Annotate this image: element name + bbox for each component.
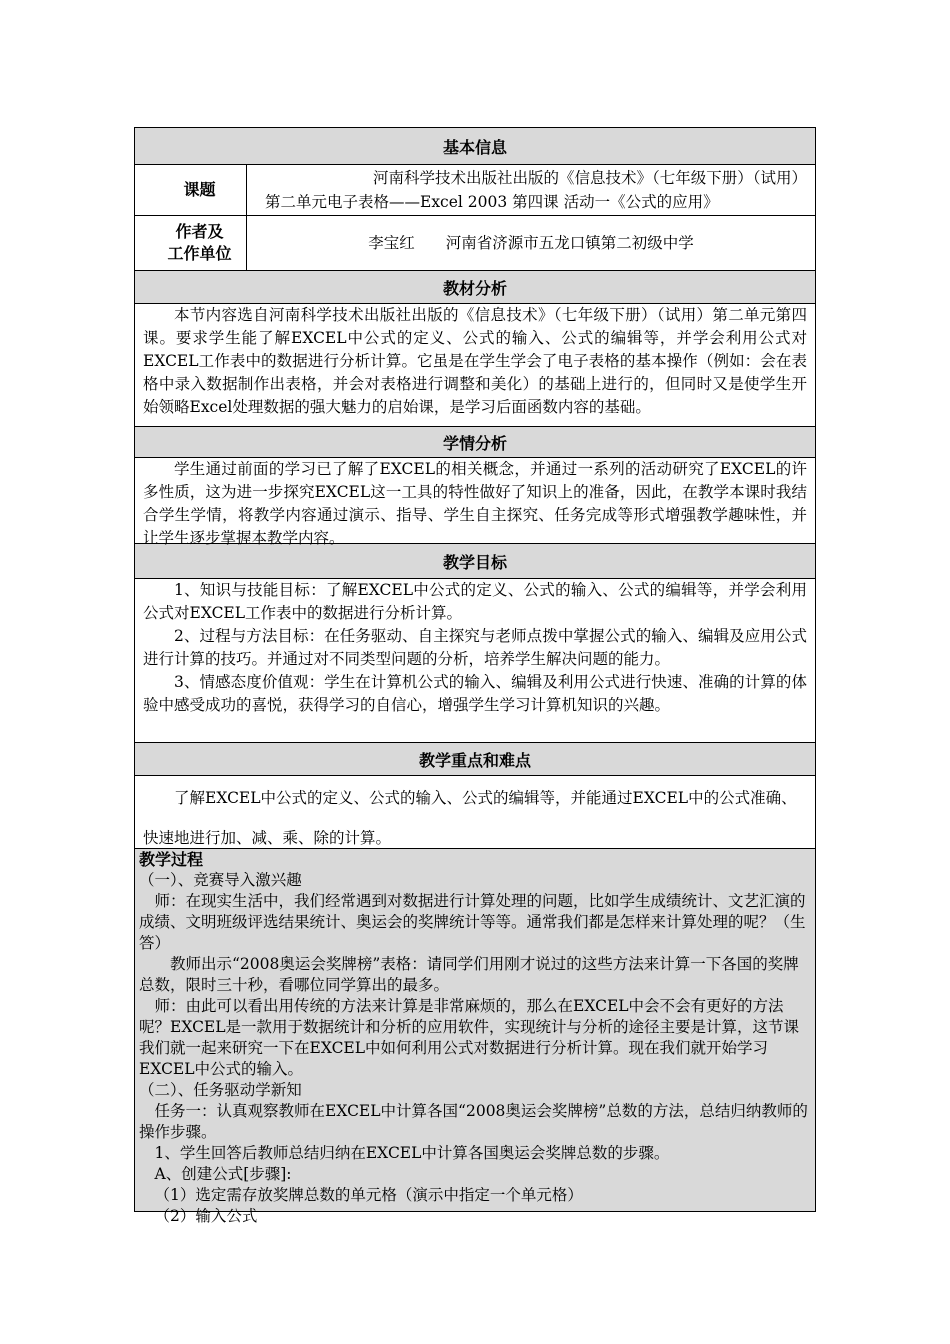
teaching-process	[135, 849, 816, 1225]
focus-header-text: 教学重点和难点	[418, 750, 531, 770]
students-header-text: 学情分析	[442, 433, 507, 453]
process-line: 1、学生回答后教师总结归纳在EXCEL中计算各国奥运会奖牌总数的步骤。	[154, 1144, 670, 1162]
process-line: 师：由此可以看出用传统的方法来计算是非常麻烦的，那么在EXCEL中会不会有更好的方法呢？EXCEL是一款用于数据统计和分析的应用软件，实现统计与分析的途径主要是计算，这节课我们就一起来研究一下在EXCEL中如何利用公式对数据进行分析计算。现在我们就开始学习EXCEL中公式的输入。	[139, 997, 800, 1078]
students-text: 学生通过前面的学习已了解了EXCEL的相关概念，并通过一系列的活动研究了EXCEL的许多性质，这为进一步探究EXCEL这一工具的特性做好了知识上的准备，因此，在教学本课时我结合学生学情，将教学内容通过演示、指导、学生自主探究、任务完成等形式增强教学趣味性，并让学生逐步掌握本教学内容。	[143, 460, 807, 547]
topic-line-1: 河南科学技术出版社出版的《信息技术》（七年级下册）（试用）	[372, 169, 807, 187]
process-line: A、创建公式[步骤]:	[154, 1165, 292, 1183]
process-line: （二）、任务驱动学新知	[139, 1081, 302, 1099]
goals-header-text: 教学目标	[442, 552, 507, 572]
material-header	[135, 271, 816, 304]
focus-header	[135, 743, 816, 776]
process-line: 任务一：认真观察教师在EXCEL中计算各国“2008奥运会奖牌榜”总数的方法，总结归纳教师的操作步骤。	[139, 1102, 808, 1141]
students-header	[135, 427, 816, 458]
author-label-line-2: 工作单位	[167, 244, 232, 263]
topic-label: 课题	[135, 165, 247, 215]
process-line: （1）选定需存放奖牌总数的单元格（演示中指定一个单元格）	[154, 1186, 583, 1204]
process-title: 教学过程	[139, 850, 204, 869]
topic-row	[135, 165, 816, 216]
topic-value	[247, 165, 815, 215]
process-line: 教师出示“2008奥运会奖牌榜”表格：请同学们用刚才说过的这些方法来计算一下各国的奖牌总数，限时三十秒，看哪位同学算出的最多。	[139, 955, 799, 994]
author-row	[135, 216, 816, 271]
basic-info-header	[135, 128, 816, 165]
goal-item-3: 3、情感态度价值观：学生在计算机公式的输入、编辑及利用公式进行快速、准确的计算的体验中感受成功的喜悦，获得学习的自信心，增强学生学习计算机知识的兴趣。	[143, 673, 807, 714]
topic-line-2: 第二单元电子表格——Excel 2003 第四课 活动一《公式的应用》	[265, 193, 719, 211]
material-analysis	[135, 304, 816, 427]
goal-item-1: 1、知识与技能目标：了解EXCEL中公式的定义、公式的输入、公式的编辑等，并学会利用公式对EXCEL工作表中的数据进行分析计算。	[143, 581, 807, 622]
basic-info-header-text: 基本信息	[442, 137, 507, 157]
focus-content	[135, 776, 816, 849]
author-label-line-1: 作者及	[175, 222, 224, 241]
author-label	[135, 216, 247, 270]
students-analysis	[135, 458, 816, 547]
material-text: 本节内容选自河南科学技术出版社出版的《信息技术》（七年级下册）（试用）第二单元第四课。要求学生能了解EXCEL中公式的定义、公式的输入、公式的编辑等，并学会利用公式对EXCEL工作表中的数据进行分析计算。它虽是在学生学会了电子表格的基本操作（例如：会在表格中录入数据制作出表格，并会对表格进行调整和美化）的基础上进行的，但同时又是使学生开始领略Excel处理数据的强大魅力的启始课，是学习后面函数内容的基础。	[143, 306, 807, 416]
focus-text: 了解EXCEL中公式的定义、公式的输入、公式的编辑等，并能通过EXCEL中的公式准确、快速地进行加、减、乘、除的计算。	[143, 789, 797, 847]
goal-item-2: 2、过程与方法目标：在任务驱动、自主探究与老师点拨中掌握公式的输入、编辑及应用公式进行计算的技巧。并通过对不同类型问题的分析，培养学生解决问题的能力。	[143, 627, 807, 668]
material-header-text: 教材分析	[442, 278, 507, 298]
process-line: 师：在现实生活中，我们经常遇到对数据进行计算处理的问题，比如学生成绩统计、文艺汇演的成绩、文明班级评选结果统计、奥运会的奖牌统计等等。通常我们都是怎样来计算处理的呢？（生答）	[139, 892, 806, 952]
teaching-goals	[135, 579, 816, 743]
author-value: 李宝红 河南省济源市五龙口镇第二初级中学	[368, 234, 694, 252]
process-line: （一）、竞赛导入激兴趣	[139, 871, 302, 889]
process-line: （2）输入公式	[154, 1207, 258, 1225]
lesson-plan-table	[134, 127, 816, 1225]
